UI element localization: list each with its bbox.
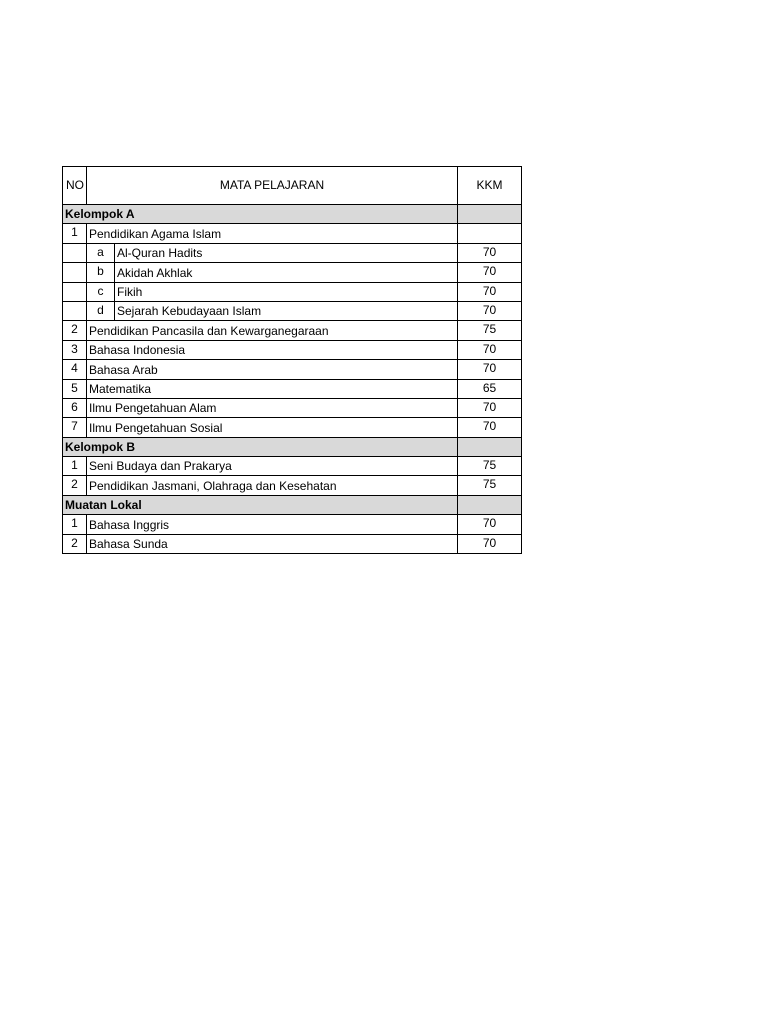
header-kkm: KKM	[458, 167, 522, 205]
group-row-muatan-lokal	[63, 495, 522, 514]
table-row	[63, 243, 522, 262]
sub-letter: d	[87, 301, 115, 320]
kkm-value: 70	[458, 398, 522, 417]
header-no: NO	[63, 167, 87, 205]
row-number: 4	[63, 360, 87, 379]
subject-name: Pendidikan Jasmani, Olahraga dan Kesehatan	[87, 476, 458, 495]
kkm-value: 65	[458, 379, 522, 398]
kkm-value: 70	[458, 243, 522, 262]
subject-name: Bahasa Arab	[87, 360, 458, 379]
table-row	[63, 476, 522, 495]
group-label: Muatan Lokal	[63, 495, 458, 514]
kkm-value: 70	[458, 418, 522, 437]
subject-name: Ilmu Pengetahuan Alam	[87, 398, 458, 417]
group-row-kelompok-b	[63, 437, 522, 456]
subject-name: Al-Quran Hadits	[115, 243, 458, 262]
kkm-value: 70	[458, 340, 522, 359]
row-number: 6	[63, 398, 87, 417]
subject-name: Matematika	[87, 379, 458, 398]
row-number-empty	[63, 301, 87, 320]
row-number: 5	[63, 379, 87, 398]
table-row	[63, 515, 522, 534]
table-row	[63, 301, 522, 320]
subject-name: Pendidikan Agama Islam	[87, 224, 458, 243]
row-number-empty	[63, 282, 87, 301]
table-row	[63, 360, 522, 379]
sub-letter: b	[87, 263, 115, 282]
kkm-table	[62, 166, 522, 554]
sub-letter: c	[87, 282, 115, 301]
sub-letter: a	[87, 243, 115, 262]
kkm-value: 75	[458, 321, 522, 340]
table-row	[63, 379, 522, 398]
group-row-kelompok-a	[63, 205, 522, 224]
group-kkm-empty	[458, 495, 522, 514]
subject-name: Sejarah Kebudayaan Islam	[115, 301, 458, 320]
subject-name: Akidah Akhlak	[115, 263, 458, 282]
kkm-value: 70	[458, 515, 522, 534]
kkm-value: 70	[458, 301, 522, 320]
subject-name: Bahasa Indonesia	[87, 340, 458, 359]
row-number: 2	[63, 534, 87, 553]
row-number: 2	[63, 476, 87, 495]
table-row	[63, 321, 522, 340]
table-row	[63, 457, 522, 476]
subject-name: Fikih	[115, 282, 458, 301]
row-number: 1	[63, 515, 87, 534]
table-row	[63, 282, 522, 301]
kkm-value	[458, 224, 522, 243]
group-label: Kelompok B	[63, 437, 458, 456]
table-row	[63, 224, 522, 243]
kkm-value: 70	[458, 263, 522, 282]
group-kkm-empty	[458, 437, 522, 456]
table-row	[63, 418, 522, 437]
row-number: 7	[63, 418, 87, 437]
subject-name: Seni Budaya dan Prakarya	[87, 457, 458, 476]
kkm-value: 75	[458, 476, 522, 495]
table-row	[63, 263, 522, 282]
row-number: 2	[63, 321, 87, 340]
kkm-value: 70	[458, 360, 522, 379]
table-header-row	[63, 167, 522, 205]
row-number: 3	[63, 340, 87, 359]
row-number: 1	[63, 224, 87, 243]
row-number: 1	[63, 457, 87, 476]
row-number-empty	[63, 263, 87, 282]
kkm-value: 70	[458, 282, 522, 301]
kkm-value: 70	[458, 534, 522, 553]
header-subject: MATA PELAJARAN	[87, 167, 458, 205]
table-row	[63, 340, 522, 359]
subject-name: Ilmu Pengetahuan Sosial	[87, 418, 458, 437]
table-row	[63, 398, 522, 417]
kkm-value: 75	[458, 457, 522, 476]
subject-name: Bahasa Sunda	[87, 534, 458, 553]
subject-name: Pendidikan Pancasila dan Kewarganegaraan	[87, 321, 458, 340]
group-label: Kelompok A	[63, 205, 458, 224]
subject-name: Bahasa Inggris	[87, 515, 458, 534]
table-row	[63, 534, 522, 553]
row-number-empty	[63, 243, 87, 262]
group-kkm-empty	[458, 205, 522, 224]
